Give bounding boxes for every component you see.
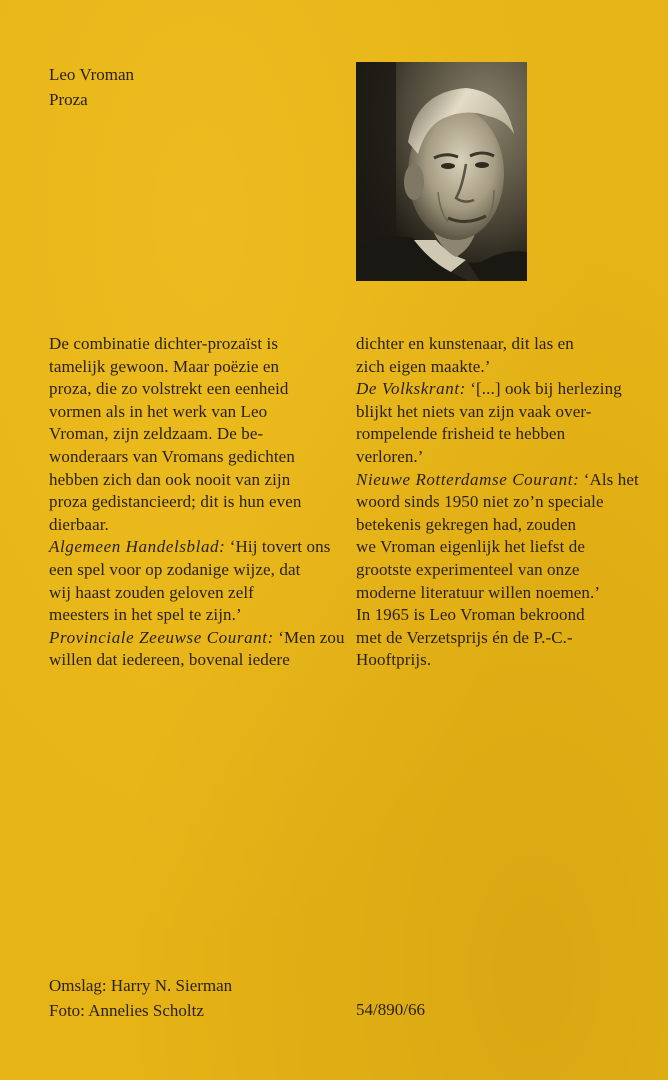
photo-credit: Foto: Annelies Scholtz — [49, 1001, 204, 1020]
quote-source-line — [49, 536, 339, 559]
text-segment: ‘Men zou — [273, 627, 345, 647]
text-segment: we Vroman eigenlijk het liefst de — [356, 537, 586, 557]
text-segment: Hooftprijs. — [356, 650, 432, 670]
text-line — [356, 604, 636, 627]
text-segment: In 1965 is Leo Vroman bekroond — [356, 605, 585, 625]
author-portrait-photo — [356, 62, 527, 281]
text-segment: ‘Hij tovert ons — [225, 537, 331, 557]
text-segment: moderne literatuur willen noemen.’ — [356, 582, 601, 602]
text-segment: een spel voor op zodanige wijze, dat — [49, 559, 301, 579]
quote-source: De Volkskrant: — [356, 379, 466, 399]
cover-header — [49, 62, 134, 112]
text-line — [356, 333, 636, 356]
text-line — [49, 582, 339, 605]
quote-source: Provinciale Zeeuwse Courant: — [49, 627, 274, 647]
text-segment: dichter en kunstenaar, dit las en — [356, 334, 574, 353]
text-line — [49, 491, 339, 514]
text-segment: meesters in het spel te zijn.’ — [49, 605, 242, 625]
quote-source-line — [49, 627, 345, 650]
quote-source: Algemeen Handelsblad: — [49, 537, 226, 557]
text-line — [356, 356, 636, 379]
text-segment: zich eigen maakte.’ — [356, 356, 491, 376]
text-line — [49, 649, 339, 672]
catalog-number: 54/890/66 — [356, 1000, 425, 1019]
quote-source-line — [356, 469, 639, 492]
text-line — [49, 333, 339, 356]
text-line — [49, 401, 339, 424]
text-segment: ‘[...] ook bij herlezing — [465, 379, 622, 399]
cover-design-credit: Omslag: Harry N. Sierman — [49, 976, 233, 995]
text-segment: Vroman, zijn zeldzaam. De be- — [49, 424, 264, 444]
text-line — [49, 514, 339, 537]
book-title: Proza — [49, 90, 88, 109]
text-line — [356, 401, 636, 424]
text-line — [49, 423, 339, 446]
blurb-column-left — [49, 333, 345, 672]
text-segment: dierbaar. — [49, 514, 109, 534]
text-line — [356, 649, 636, 672]
text-line — [49, 559, 339, 582]
text-segment: wonderaars van Vromans gedichten — [49, 446, 295, 466]
text-line — [356, 582, 636, 605]
text-segment: willen dat iedereen, bovenal iedere — [49, 650, 290, 670]
text-segment: tamelijk gewoon. Maar poëzie en — [49, 356, 280, 376]
text-line — [356, 627, 636, 650]
text-line — [49, 378, 339, 401]
text-segment: betekenis gekregen had, zouden — [356, 514, 577, 534]
text-line — [49, 469, 339, 492]
blurb-column-right — [356, 333, 639, 672]
text-line — [356, 423, 636, 446]
text-segment: met de Verzetsprijs én de P.-C.- — [356, 627, 573, 647]
text-line — [49, 356, 339, 379]
text-line — [356, 446, 636, 469]
text-segment: rompelende frisheid te hebben — [356, 424, 566, 444]
text-line — [356, 536, 636, 559]
quote-source: Nieuwe Rotterdamse Courant: — [356, 469, 580, 489]
author-name: Leo Vroman — [49, 65, 135, 84]
quote-source-line — [356, 378, 636, 401]
text-segment: verloren.’ — [356, 446, 424, 466]
text-segment: grootste experimenteel van onze — [356, 559, 580, 579]
text-segment: woord sinds 1950 niet zo’n speciale — [356, 492, 604, 512]
text-segment: ‘Als het — [579, 469, 639, 489]
text-segment: wij haast zouden geloven zelf — [49, 582, 254, 602]
text-line — [356, 559, 636, 582]
text-segment: De combinatie dichter-prozaïst is — [49, 334, 279, 353]
text-segment: proza, die zo volstrekt een eenheid — [49, 379, 289, 399]
text-line — [49, 446, 339, 469]
cover-credits — [49, 973, 232, 1023]
text-line — [356, 491, 636, 514]
text-segment: vormen als in het werk van Leo — [49, 401, 268, 421]
text-line — [49, 604, 339, 627]
text-segment: blijkt het niets van zijn vaak over- — [356, 401, 592, 421]
text-segment: proza gedistancieerd; dit is hun even — [49, 492, 302, 512]
text-line — [356, 514, 636, 537]
text-segment: hebben zich dan ook nooit van zijn — [49, 469, 291, 489]
